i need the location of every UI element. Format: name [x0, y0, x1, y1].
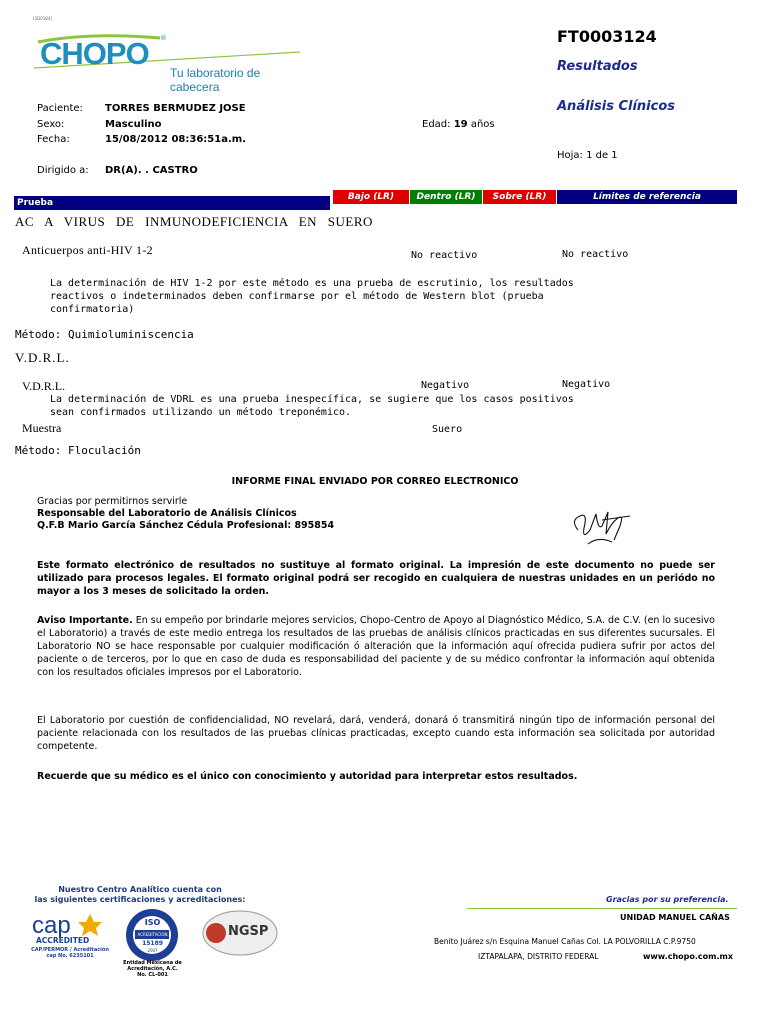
- sample-label: Muestra: [22, 421, 62, 435]
- column-limits: Límites de referencia: [557, 190, 737, 204]
- column-within: Dentro (LR): [410, 190, 482, 204]
- final-report-notice: INFORME FINAL ENVIADO POR CORREO ELECTRONICO: [231, 476, 519, 487]
- notice-text: En su empeño por brindarle mejores servicios, Chopo-Centro de Apoyo al Diagnóstico Médico, S.A. de C.V. (en lo sucesivo el Laboratorio) a través de este medio entrega los resultados de las pruebas de análisis clínicos practicadas en sus diferentes sucursales. El Laboratorio NO se hace responsable por cualquier modificación ó alteración que la información aquí ofrecida pudiera sufrir por actos del paciente o de terceros, por lo que en caso de duda es responsabilidad del paciente y de su médico confrontar la información aquí obtenida con los resultados oficiales impresos por el Laboratorio.: [37, 615, 715, 678]
- result-hiv: No reactivo: [411, 250, 478, 261]
- ema-caption-line: Entidad Mexicana de: [123, 960, 182, 966]
- date-value: 15/08/2012 08:36:51a.m.: [105, 134, 246, 145]
- note-vdrl: [50, 393, 574, 419]
- reminder-text: Recuerde que su médico es el único con conocimiento y autoridad para interpretar estos resultados.: [37, 771, 578, 782]
- iso-seal-logo: [125, 908, 180, 963]
- method-hiv: Método: Quimioluminiscencia: [15, 328, 194, 341]
- doc-subtitle: Análisis Clínicos: [557, 99, 675, 114]
- ema-caption-line: Acreditación, A.C.: [127, 966, 178, 972]
- footer-unit: UNIDAD MANUEL CAÑAS: [620, 913, 730, 922]
- doctor-name: DR(A). . CASTRO: [105, 165, 198, 176]
- ngsp-logo: [202, 910, 278, 956]
- column-test: Prueba: [14, 196, 330, 210]
- footer-website-link[interactable]: www.chopo.com.mx: [643, 952, 734, 961]
- note-line: La determinación de HIV 1-2 por este método es una prueba de escrutinio, los resultados: [50, 278, 574, 289]
- cap-caption: [20, 947, 120, 959]
- handwritten-signature-icon: [568, 500, 638, 550]
- age-unit: años: [470, 119, 495, 130]
- ema-caption: [115, 960, 190, 978]
- signature-block: [37, 496, 334, 532]
- iso-number: 15189: [142, 940, 163, 947]
- note-line: confirmatoria): [50, 304, 135, 315]
- signature-person: Q.F.B Mario García Sánchez Cédula Profesional: 895854: [37, 520, 335, 531]
- age-label: Edad:: [422, 119, 451, 130]
- ema-caption-line: No. CL-001: [137, 972, 168, 978]
- patient-name: TORRES BERMUDEZ JOSE: [105, 103, 246, 114]
- page-indicator: Hoja: 1 de 1: [557, 150, 618, 161]
- reference-code: [3D0184]: [33, 16, 52, 21]
- age-value: 19: [453, 119, 468, 130]
- age-field: [422, 119, 495, 130]
- date-label: Fecha:: [37, 134, 70, 145]
- iso-accreditation-text: ACREDITACIÓN: [137, 932, 168, 937]
- signature-role: Responsable del Laboratorio de Análisis Clínicos: [37, 508, 297, 519]
- note-line: sean confirmados utilizando un método treponémico.: [50, 407, 352, 418]
- sex-value: Masculino: [105, 119, 162, 130]
- column-high: Sobre (LR): [483, 190, 556, 204]
- accreditation-heading: [24, 885, 256, 905]
- patient-label: Paciente:: [37, 103, 83, 114]
- chopo-logo: [30, 28, 310, 94]
- notice-title: Aviso Importante.: [37, 615, 133, 626]
- confidentiality-notice: El Laboratorio por cuestión de confidencialidad, NO revelará, dará, venderá, donará ó transmitirá ningún tipo de información personal del paciente relacionada con los resultados de las pruebas clínicas practicadas, excepto cuando esta información sea solicitada por autoridad competente.: [37, 715, 715, 752]
- logo-tagline: Tu laboratorio de cabecera: [170, 66, 261, 94]
- sex-label: Sexo:: [37, 119, 65, 130]
- note-hiv: [50, 277, 574, 316]
- footer-city: IZTAPALAPA, DISTRITO FEDERAL: [478, 952, 599, 961]
- reference-hiv: No reactivo: [562, 249, 629, 260]
- ngsp-text: NGSP: [228, 924, 269, 939]
- column-low: Bajo (LR): [333, 190, 409, 204]
- footer-address: Benito Juárez s/n Esquina Manuel Cañas Col. LA POLVORILLA C.P.9750: [434, 937, 696, 946]
- doctor-label: Dirigido a:: [37, 165, 89, 176]
- important-notice: [37, 614, 715, 679]
- note-line: reactivos o indeterminados deben confirmarse por el método de Western blot (prueba: [50, 291, 544, 302]
- signature-thanks: Gracias por permitirnos servirle: [37, 496, 188, 507]
- cap-caption-line: CAP/PERMOR / Acreditación: [31, 947, 109, 953]
- legal-disclaimer: Este formato electrónico de resultados no sustituye al formato original. La impresión de este documento no puede ser utilizado para procesos legales. El formato original podrá ser recogido en cualquiera de nuestras unidades en un periódo no mayor a los 3 meses de solicitado la orden.: [37, 560, 715, 597]
- iso-text: ISO: [144, 918, 161, 927]
- footer-thanks: Gracias por su preferencia.: [606, 895, 729, 904]
- accreditation-heading-line: las siguientes certificaciones y acreditaciones:: [34, 895, 246, 904]
- accreditation-heading-line: Nuestro Centro Analítico cuenta con: [58, 885, 222, 894]
- cap-logo-text: cap: [32, 912, 71, 939]
- result-vdrl: Negativo: [421, 380, 470, 391]
- registered-mark: ®: [160, 34, 167, 42]
- section-title-hiv: AC A VIRUS DE INMUNODEFICIENCIA EN SUERO: [15, 214, 373, 229]
- footer-divider: [467, 908, 737, 909]
- reference-vdrl: Negativo: [562, 379, 611, 390]
- method-vdrl: Método: Floculación: [15, 444, 141, 457]
- cap-caption-line: cap No. 6235101: [46, 953, 94, 959]
- folio-number: FT0003124: [557, 27, 657, 46]
- test-name-vdrl: V.D.R.L.: [22, 379, 66, 393]
- doc-title: Resultados: [557, 59, 638, 74]
- cap-accredited-text: ACCREDITED: [36, 936, 90, 945]
- test-name-hiv: Anticuerpos anti-HIV 1-2: [22, 243, 153, 257]
- note-line: La determinación de VDRL es una prueba inespecífica, se sugiere que los casos positivos: [50, 394, 574, 405]
- logo-wordmark: CHOPO: [40, 36, 149, 71]
- sample-value: Suero: [432, 424, 463, 435]
- section-title-vdrl: V.D.R.L.: [15, 350, 70, 365]
- iso-year: 2007: [147, 948, 158, 953]
